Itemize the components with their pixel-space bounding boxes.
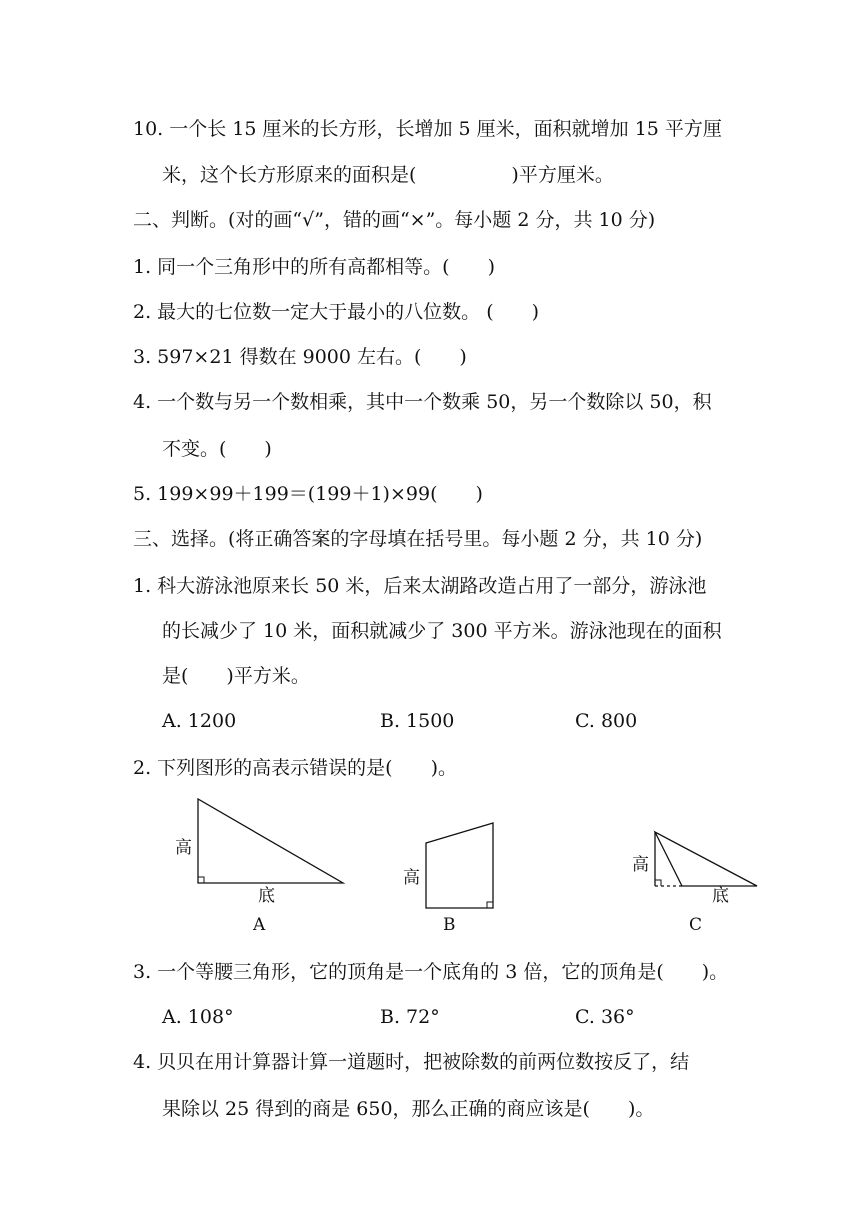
figure-a-right-angle-mark	[198, 877, 204, 883]
s2-question-1: 1. 同一个三角形中的所有高都相等。( )	[133, 256, 495, 278]
figure-a-triangle-shape	[198, 799, 343, 883]
s3-question-1-line-1: 1. 科大游泳池原来长 50 米，后来太湖路改造占用了一部分，游泳池	[133, 575, 707, 597]
s3-q3-option-a: A. 108°	[162, 1006, 234, 1028]
s3-q3-option-c: C. 36°	[575, 1006, 635, 1028]
figure-b-right-angle-mark	[487, 902, 493, 908]
s2-question-5: 5. 199×99＋199＝(199＋1)×99( )	[133, 483, 483, 505]
section-3-title: 三、选择。(将正确答案的字母填在括号里。每小题 2 分，共 10 分)	[133, 528, 703, 550]
figure-c-caption: C	[689, 915, 703, 935]
s3-q3-option-b: B. 72°	[380, 1006, 440, 1028]
s3-question-4-line-1: 4. 贝贝在用计算器计算一道题时，把被除数的前两位数按反了，结	[133, 1051, 690, 1073]
s3-q1-option-b: B. 1500	[380, 710, 455, 732]
s3-question-3: 3. 一个等腰三角形，它的顶角是一个底角的 3 倍，它的顶角是( )。	[133, 961, 729, 983]
s3-question-1-line-3: 是( )平方米。	[162, 665, 310, 687]
figure-c-triangle-shape	[655, 832, 757, 886]
figure-c-base-label: 底	[712, 886, 729, 906]
figure-b-trapezoid	[415, 815, 505, 915]
s2-question-4-line-1: 4. 一个数与另一个数相乘，其中一个数乘 50，另一个数除以 50，积	[133, 391, 712, 413]
s3-q1-option-c: C. 800	[575, 710, 638, 732]
s2-question-4-line-2: 不变。( )	[162, 438, 272, 460]
s2-question-2: 2. 最大的七位数一定大于最小的八位数。 ( )	[133, 301, 540, 323]
figure-b-caption: B	[443, 915, 456, 935]
q10-line-1: 10. 一个长 15 厘米的长方形，长增加 5 厘米，面积就增加 15 平方厘	[133, 118, 722, 140]
figure-b-trapezoid-shape	[426, 823, 493, 908]
s3-question-2: 2. 下列图形的高表示错误的是( )。	[133, 757, 457, 779]
s3-question-4-line-2: 果除以 25 得到的商是 650，那么正确的商应该是( )。	[162, 1098, 655, 1120]
s3-q1-option-a: A. 1200	[162, 710, 237, 732]
figure-b-height-label: 高	[403, 868, 420, 888]
s3-question-1-line-2: 的长减少了 10 米，面积就减少了 300 平方米。游泳池现在的面积	[162, 620, 722, 642]
figure-a-base-label: 底	[258, 886, 275, 906]
figure-c-height-label: 高	[632, 855, 649, 875]
section-2-title: 二、判断。(对的画“√”，错的画“×”。每小题 2 分，共 10 分)	[133, 209, 656, 231]
figure-a-height-label: 高	[175, 838, 192, 858]
figure-c-right-angle-mark	[655, 880, 661, 886]
figure-c-obtuse-triangle	[640, 820, 765, 900]
s2-question-3: 3. 597×21 得数在 9000 左右。( )	[133, 346, 467, 368]
q10-line-2: 米，这个长方形原来的面积是( )平方厘米。	[162, 164, 614, 186]
figure-a-caption: A	[253, 915, 266, 935]
